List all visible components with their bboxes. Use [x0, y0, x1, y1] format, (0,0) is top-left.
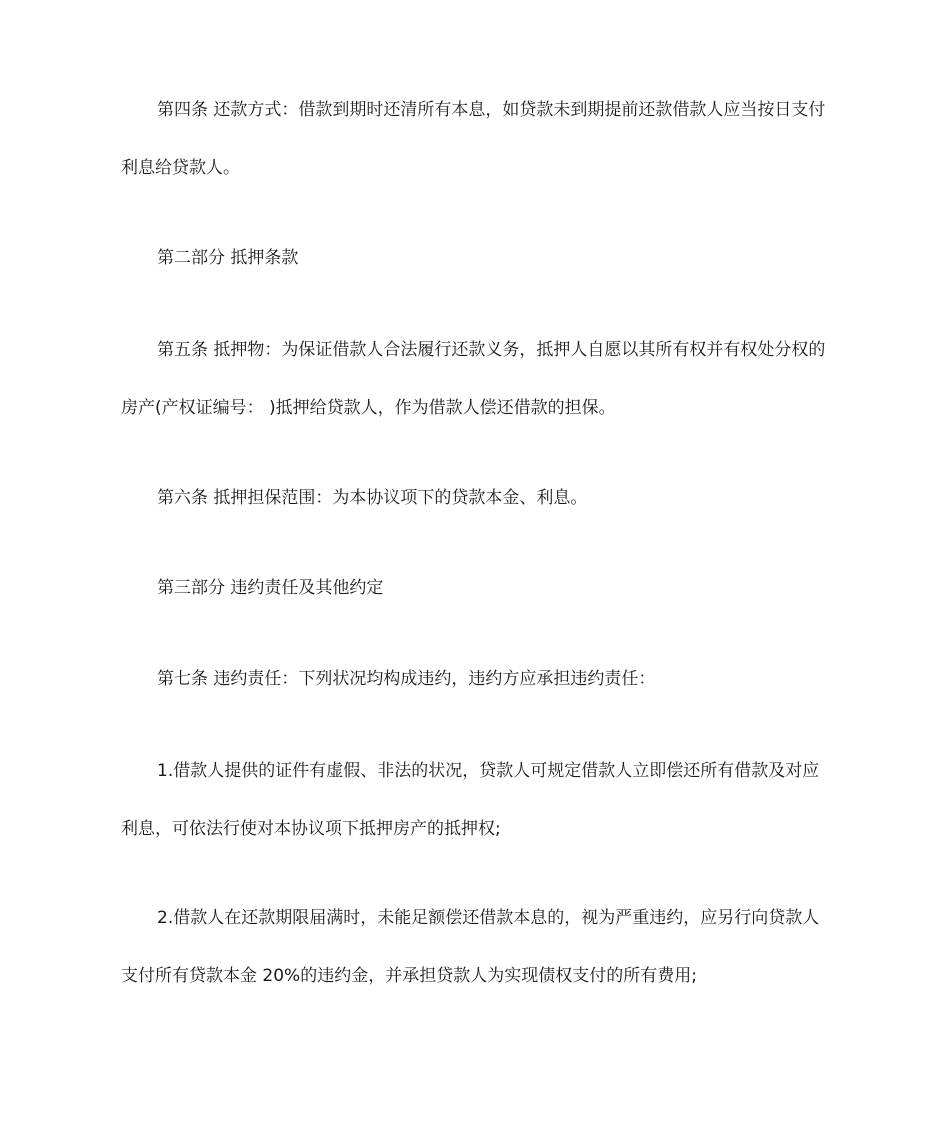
article-7-default: 第七条 违约责任：下列状况均构成违约，违约方应承担违约责任：: [157, 669, 656, 689]
default-item-1: 1.借款人提供的证件有虚假、非法的状况，贷款人可规定借款人立即偿还所有借款及对应利息，可依法行使对本协议项下抵押房产的抵押权;: [121, 761, 820, 839]
part-2-heading: 第二部分 抵押条款: [157, 248, 299, 268]
part-3-heading: 第三部分 违约责任及其他约定: [157, 578, 384, 598]
article-4-repayment: 第四条 还款方式：借款到期时还清所有本息，如贷款未到期提前还款借款人应当按日支付利息给贷款人。: [121, 100, 826, 178]
article-5-collateral: 第五条 抵押物：为保证借款人合法履行还款义务，抵押人自愿以其所有权并有权处分权的房产(产权证编号： )抵押给贷款人，作为借款人偿还借款的担保。: [121, 340, 826, 418]
article-6-scope: 第六条 抵押担保范围：为本协议项下的贷款本金、利息。: [157, 488, 588, 508]
default-item-2: 2.借款人在还款期限届满时，未能足额偿还借款本息的，视为严重违约，应另行向贷款人支付所有贷款本金 20%的违约金，并承担贷款人为实现债权支付的所有费用;: [121, 908, 820, 986]
